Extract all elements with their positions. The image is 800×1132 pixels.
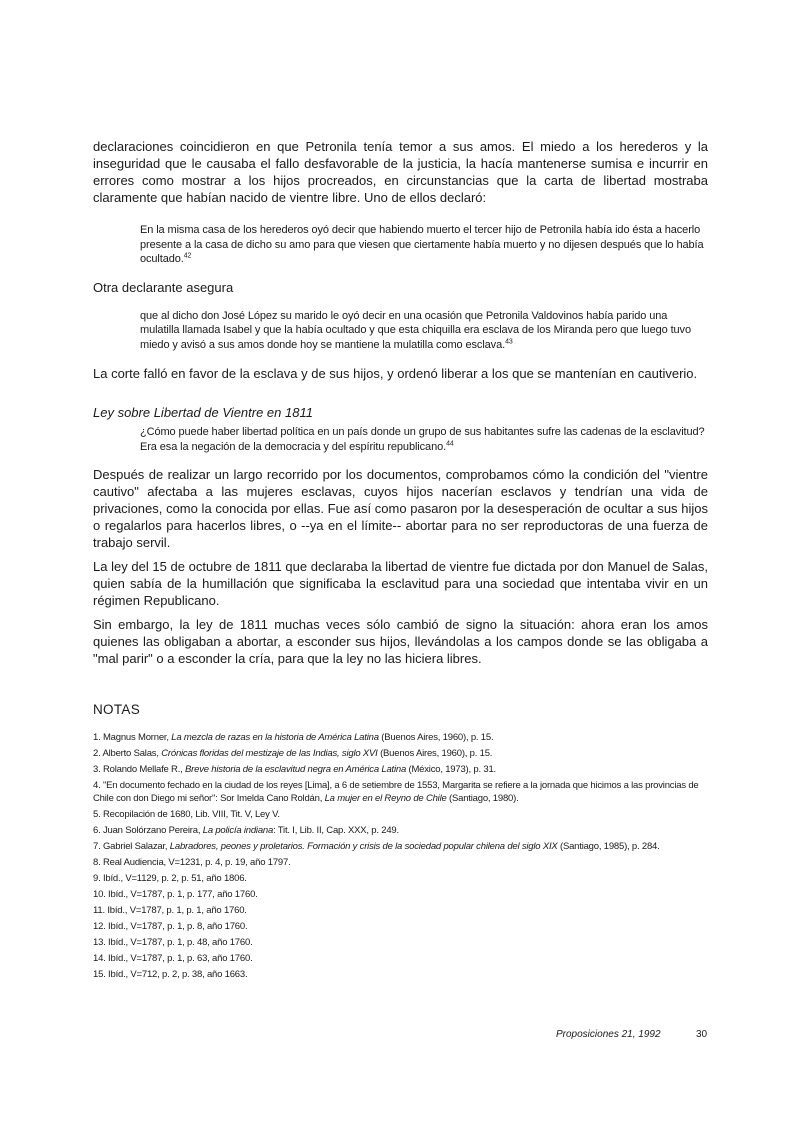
- note-text: 4. "En documento fechado en la ciudad de los reyes [Lima], a 6 de setiembre de 1553, Margarita se refiere a la jornada que hicimos a las provincias de Chile con don Diego mi señor": Sor Imelda Cano Roldán,: [93, 780, 699, 804]
- note-item: [93, 763, 708, 776]
- footnote-ref: 44: [446, 439, 454, 447]
- note-title-italic: Breve historia de la esclavitud negra en América Latina: [185, 764, 407, 775]
- note-item: [93, 952, 708, 965]
- page-number: 30: [696, 1029, 708, 1040]
- document-page: [93, 138, 708, 984]
- note-title-italic: La mujer en el Reyno de Chile: [324, 793, 447, 804]
- note-item: [93, 779, 708, 805]
- footnote-ref: 42: [183, 252, 192, 260]
- note-item: [93, 808, 708, 821]
- note-text: 7. Gabriel Salazar,: [93, 841, 170, 852]
- note-title-italic: Labradores, peones y proletarios. Formación y crisis de la sociedad popular chilena del siglo XIX: [169, 841, 558, 852]
- note-title-italic: La mezcla de razas en la historia de América Latina: [171, 732, 379, 743]
- block-quote: [140, 309, 708, 353]
- body-paragraph: declaraciones coincidieron en que Petronila tenía temor a sus amos. El miedo a los herederos y la inseguridad que le causaba el fallo desfavorable de la justicia, la hacía mantenerse sumisa e incurrir en errores como mostrar a los hijos procreados, en circunstancias que la carta de libertad mostraba claramente que habían nacido de vientre libre. Uno de ellos declaró:: [93, 139, 708, 205]
- note-text: 2. Alberto Salas,: [93, 748, 162, 759]
- body-paragraph: Sin embargo, la ley de 1811 muchas veces sólo cambió de signo la situación: ahora eran los amos quienes las obligaban a abortar, a esconder sus hijos, llevándolas a los campos donde se las obligaba a "mal parir" o a esconder la cría, para que la ley no las hiciera libres.: [93, 617, 708, 666]
- publication-label: Proposiciones 21, 1992: [556, 1029, 661, 1040]
- note-text: 9. Ibíd., V=1129, p. 2, p. 51, año 1806.: [93, 873, 247, 884]
- note-text: 13. Ibíd., V=1787, p. 1, p. 48, año 1760.: [93, 937, 253, 948]
- note-item: [93, 747, 708, 760]
- note-item: [93, 936, 708, 949]
- note-text: (Santiago, 1985), p. 284.: [557, 841, 660, 852]
- page-footer: [556, 1029, 708, 1040]
- block-quote: [140, 223, 708, 267]
- note-text: 5. Recopilación de 1680, Lib. VIII, Tit. V, Ley V.: [93, 809, 280, 820]
- note-item: [93, 840, 708, 853]
- note-item: [93, 824, 708, 837]
- note-text: 15. Ibíd., V=712, p. 2, p. 38, año 1663.: [93, 969, 248, 980]
- notes-list: [93, 731, 708, 981]
- note-text: 10. Ibíd., V=1787, p. 1, p. 177, año 1760.: [93, 889, 258, 900]
- footnote-ref: 43: [505, 337, 513, 345]
- note-text: 12. Ibíd., V=1787, p. 1, p. 8, año 1760.: [93, 921, 248, 932]
- note-item: [93, 888, 708, 901]
- note-text: 6. Juan Solórzano Pereira,: [93, 825, 203, 836]
- note-text: 1. Magnus Morner,: [93, 732, 172, 743]
- block-quote: [140, 425, 708, 454]
- note-item: [93, 872, 708, 885]
- note-text: (México, 1973), p. 31.: [406, 764, 496, 775]
- quote-text: que al dicho don José López su marido le oyó decir en una ocasión que Petronila Valdovinos había parido una mulatilla llamada Isabel y que la había ocultado y que esta chiquilla era esclava de los Miranda pero que luego tuvo miedo y avisó a sus amos donde hoy se mantiene la mulatilla como esclava.: [140, 309, 691, 351]
- note-title-italic: La policía indiana: [202, 825, 274, 836]
- body-paragraph: Otra declarante asegura: [93, 279, 234, 295]
- note-text: 14. Ibíd., V=1787, p. 1, p. 63, año 1760.: [93, 953, 253, 964]
- body-paragraph: Después de realizar un largo recorrido por los documentos, comprobamos cómo la condición del "vientre cautivo" afectaba a las mujeres esclavas, cuyos hijos nacerían esclavos y tendrían una vida de privaciones, como la conocida por ellas. Fue así como pasaron por la desesperación de ocultar a sus hijos o regalarlos para hacerlos libres, o --ya en el límite-- abortar para no ser reproductoras de una fuerza de trabajo servil.: [93, 467, 708, 550]
- quote-text: ¿Cómo puede haber libertad política en un país donde un grupo de sus habitantes sufre las cadenas de la esclavitud? Era esa la negación de la democracia y del espíritu republicano.: [140, 426, 705, 453]
- note-item: [93, 904, 708, 917]
- note-text: 11. Ibíd., V=1787, p. 1, p. 1, año 1760.: [93, 905, 247, 916]
- note-text: 3. Rolando Mellafe R.,: [93, 764, 186, 775]
- note-text: (Santiago, 1980).: [446, 793, 519, 804]
- body-paragraph: La corte falló en favor de la esclava y de sus hijos, y ordenó liberar a los que se mantenían en cautiverio.: [93, 366, 698, 381]
- quote-text: En la misma casa de los herederos oyó decir que habiendo muerto el tercer hijo de Petronila había ido ésta a hacerlo presente a la casa de dicho su amo para que viesen que ciertamente había muerto y no dijesen después que lo había ocultado.: [140, 224, 704, 265]
- notes-title: NOTAS: [93, 702, 141, 717]
- note-item: [93, 968, 708, 981]
- note-text: (Buenos Aires, 1960), p. 15.: [377, 748, 493, 759]
- body-paragraph: La ley del 15 de octubre de 1811 que declaraba la libertad de vientre fue dictada por don Manuel de Salas, quien sabía de la humillación que significaba la esclavitud para una sociedad que intentaba vivir en un régimen Republicano.: [93, 559, 708, 608]
- note-text: (Buenos Aires, 1960), p. 15.: [378, 732, 494, 743]
- note-title-italic: Crónicas floridas del mestizaje de las Indias, siglo XVI: [161, 748, 378, 759]
- note-text: 8. Real Audiencia, V=1231, p. 4, p. 19, año 1797.: [93, 857, 291, 868]
- note-item: [93, 731, 708, 744]
- note-text: : Tit. I, Lib. II, Cap. XXX, p. 249.: [273, 825, 399, 836]
- note-item: [93, 856, 708, 869]
- note-item: [93, 920, 708, 933]
- section-heading: Ley sobre Libertad de Vientre en 1811: [93, 405, 313, 420]
